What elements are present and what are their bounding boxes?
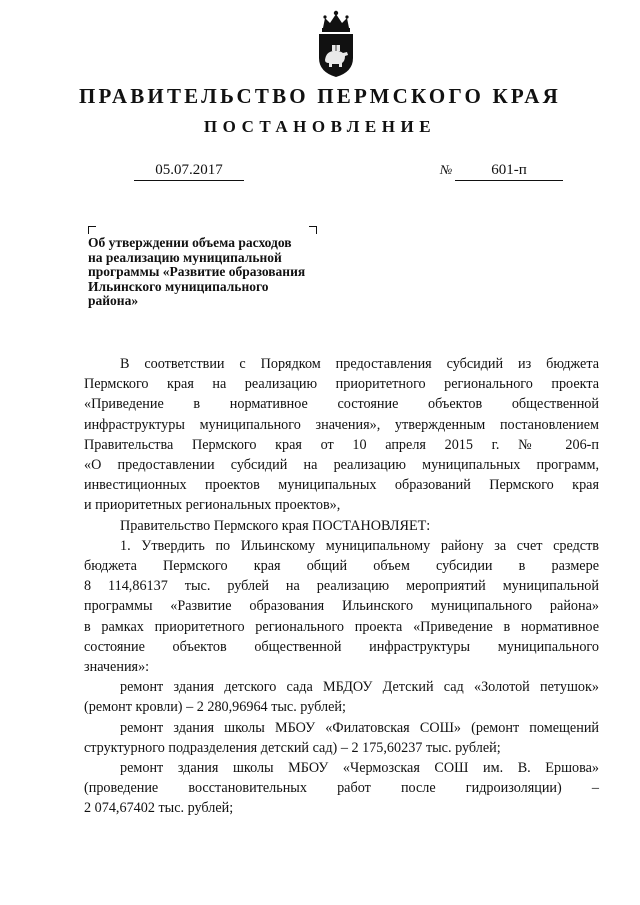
body-line: Правительство Пермского края ПОСТАНОВЛЯЕТ:	[120, 517, 431, 534]
number-sign: №	[440, 162, 453, 177]
body-line: В соответствии с Порядком предоставления субсидий из бюджета	[120, 356, 599, 372]
body-line: в рамках приоритетного регионального проекта «Приведение в нормативное	[84, 618, 599, 635]
coat-of-arms-emblem	[305, 8, 367, 78]
document-number: 601-п	[455, 160, 563, 181]
body-line: и приоритетных региональных проектов»,	[84, 497, 341, 514]
body-line: «Приведение в нормативное состояние объектов общественной	[84, 396, 599, 413]
body-line: (проведение восстановительных работ после гидроизоляции) –	[84, 780, 599, 797]
document-date: 05.07.2017	[134, 160, 244, 181]
body-line: 8 114,86137 тыс. рублей на реализацию мероприятий муниципальной	[84, 578, 599, 595]
body-line: Пермского края на реализацию приоритетного регионального проекта	[84, 376, 599, 393]
subject-bracket-left	[88, 226, 96, 234]
subject-line: Ильинского муниципального	[88, 278, 269, 294]
body-line: программы «Развитие образования Ильинского муниципального района»	[84, 598, 599, 615]
body-line: ремонт здания школы МБОУ «Филатовская СОШ» (ремонт помещений	[120, 719, 599, 736]
subject-line: Об утверждении объема расходов	[88, 235, 292, 250]
subject-line: на реализацию муниципальной	[88, 249, 282, 265]
body-line: «О предоставлении субсидий на реализацию муниципальных программ,	[84, 457, 599, 474]
document-body	[84, 354, 599, 819]
body-line: состояние объектов общественной инфраструктуры муниципального	[84, 638, 599, 655]
subject-line: района»	[88, 293, 139, 308]
body-line: ремонт здания детского сада МБДОУ Детский сад «Золотой петушок»	[120, 679, 599, 696]
subject-line: программы «Развитие образования	[88, 264, 306, 279]
body-line: ремонт здания школы МБОУ «Чермозская СОШ им. В. Ершова»	[120, 760, 599, 777]
body-line: Правительства Пермского края от 10 апреля 2015 г. № 206-п	[84, 436, 599, 453]
body-line: значения»:	[84, 659, 150, 676]
document-type-title: ПОСТАНОВЛЕНИЕ	[203, 117, 437, 136]
government-title: ПРАВИТЕЛЬСТВО ПЕРМСКОГО КРАЯ	[78, 84, 561, 108]
body-line: 2 074,67402 тыс. рублей;	[84, 800, 234, 817]
document-subject	[88, 236, 348, 309]
body-line: бюджета Пермского края общий объем субсидии в размере	[84, 558, 599, 575]
body-line: структурного подразделения детский сад) – 2 175,60237 тыс. рублей;	[84, 739, 501, 756]
body-line: (ремонт кровли) – 2 280,96964 тыс. рублей;	[84, 699, 346, 716]
body-line: 1. Утвердить по Ильинскому муниципальному району за счет средств	[120, 537, 599, 554]
subject-bracket-right	[309, 226, 317, 234]
body-line: инфраструктуры муниципального значения», утвержденным постановлением	[84, 416, 599, 433]
body-line: инвестиционных проектов муниципальных образований Пермского края	[84, 477, 599, 494]
